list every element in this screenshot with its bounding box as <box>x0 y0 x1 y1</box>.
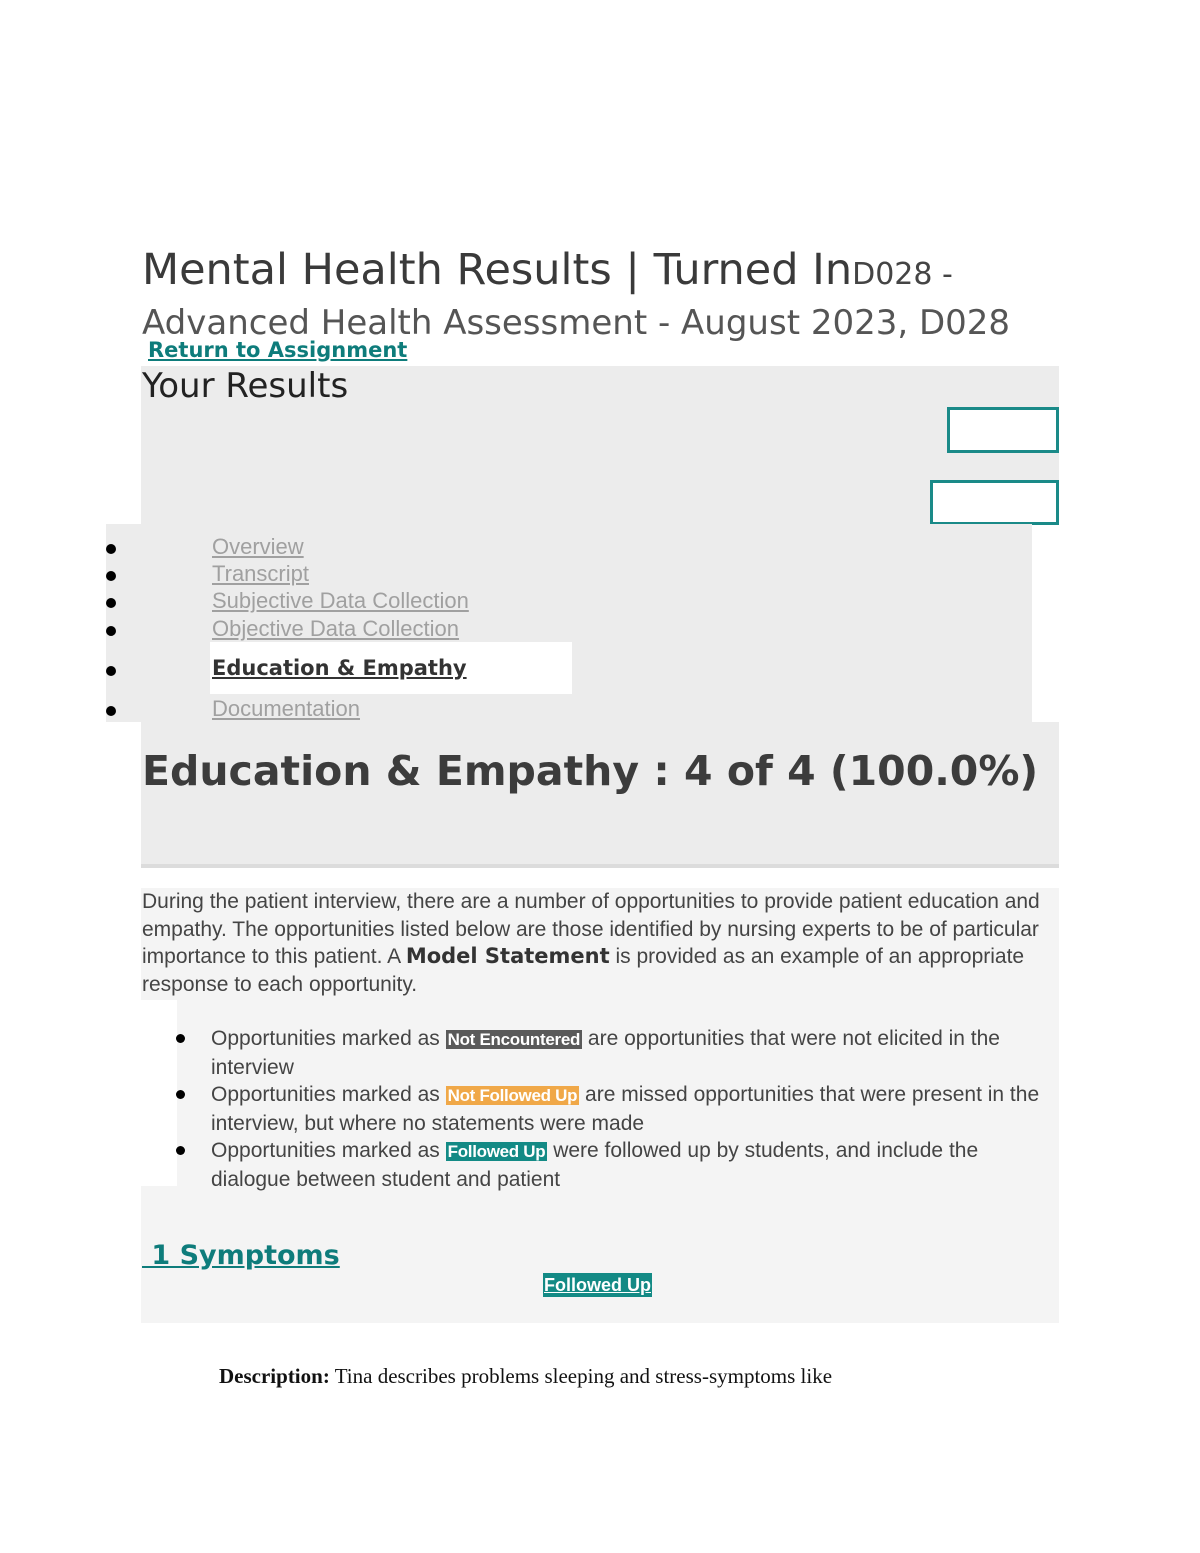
description-label: Description: <box>219 1364 330 1388</box>
legend-item-followed-up <box>176 1137 1056 1193</box>
legend-text: were followed up by students, and include the dialogue between student and patient <box>211 1139 979 1191</box>
legend-text: Opportunities marked as <box>211 1083 446 1106</box>
opportunity-description <box>219 1364 832 1389</box>
nav-link-education-empathy[interactable]: Education & Empathy <box>212 656 467 680</box>
results-nav <box>106 524 1032 722</box>
nav-link-transcript[interactable]: Transcript <box>212 561 309 586</box>
reopen-button[interactable]: Reopen <box>947 407 1059 453</box>
opportunity-title-symptoms[interactable]: 1 Symptoms <box>142 1240 340 1271</box>
nav-item-objective[interactable] <box>106 616 706 642</box>
nav-link-subjective-data-collection[interactable]: Subjective Data Collection <box>212 588 469 613</box>
status-legend <box>176 1025 1056 1193</box>
page-subtitle: Advanced Health Assessment - August 2023, D028 <box>142 303 1011 343</box>
description-text: Tina describes problems sleeping and stress-symptoms like <box>329 1364 833 1388</box>
bullet-icon <box>106 571 116 581</box>
results-heading: Your Results <box>142 366 349 406</box>
bullet-icon <box>176 1146 185 1155</box>
title-block <box>142 246 1072 345</box>
not-followed-up-tag: Not Followed Up <box>447 1086 578 1105</box>
bullet-icon <box>106 666 116 676</box>
nav-item-transcript[interactable] <box>106 561 706 587</box>
bullet-icon <box>106 598 116 608</box>
nav-item-documentation[interactable] <box>106 696 706 722</box>
intro-text-part: is provided as an example of an appropriate response to each opportunity. <box>142 945 1025 996</box>
panel-gap <box>141 1000 177 1186</box>
bullet-icon <box>106 706 116 716</box>
nav-link-overview[interactable]: Overview <box>212 534 304 559</box>
followed-up-tag: Followed Up <box>447 1142 546 1161</box>
bullet-icon <box>106 544 116 554</box>
legend-text: Opportunities marked as <box>211 1139 446 1162</box>
bullet-icon <box>176 1034 185 1043</box>
followed-up-badge[interactable]: Followed Up <box>544 1275 651 1295</box>
return-to-assignment-link[interactable]: Return to Assignment <box>148 338 408 362</box>
page-title-text: Mental Health Results | Turned In <box>142 245 853 295</box>
legend-text: are missed opportunities that were present in the interview, but where no statements were made <box>211 1083 1040 1135</box>
lab-pass-button[interactable]: Lab Pass <box>930 480 1059 525</box>
legend-text: Opportunities marked as <box>211 1027 446 1050</box>
not-encountered-tag: Not Encountered <box>447 1030 581 1049</box>
nav-item-subjective[interactable] <box>106 588 706 614</box>
intro-text-part: During the patient interview, there are a number of opportunities to provide patient education and empathy. The opportunities listed below are those identified by nursing experts to be of particular importance to this patient. A <box>142 890 1040 968</box>
nav-item-overview[interactable] <box>106 534 706 560</box>
course-code: D028 - <box>852 257 953 292</box>
score-heading: Education & Empathy : 4 of 4 (100.0%) <box>142 747 1039 795</box>
intro-text <box>142 888 1057 998</box>
bullet-icon <box>106 626 116 636</box>
legend-item-not-followed-up <box>176 1081 1056 1137</box>
bullet-icon <box>176 1090 185 1099</box>
nav-link-objective-data-collection[interactable]: Objective Data Collection <box>212 616 460 641</box>
legend-text: are opportunities that were not elicited in the interview <box>211 1027 1000 1079</box>
legend-item-not-encountered <box>176 1025 1056 1081</box>
nav-item-education-empathy[interactable] <box>106 656 706 682</box>
nav-link-documentation[interactable]: Documentation <box>212 696 360 721</box>
intro-bold: Model Statement <box>405 944 610 968</box>
page-title <box>142 246 1072 299</box>
